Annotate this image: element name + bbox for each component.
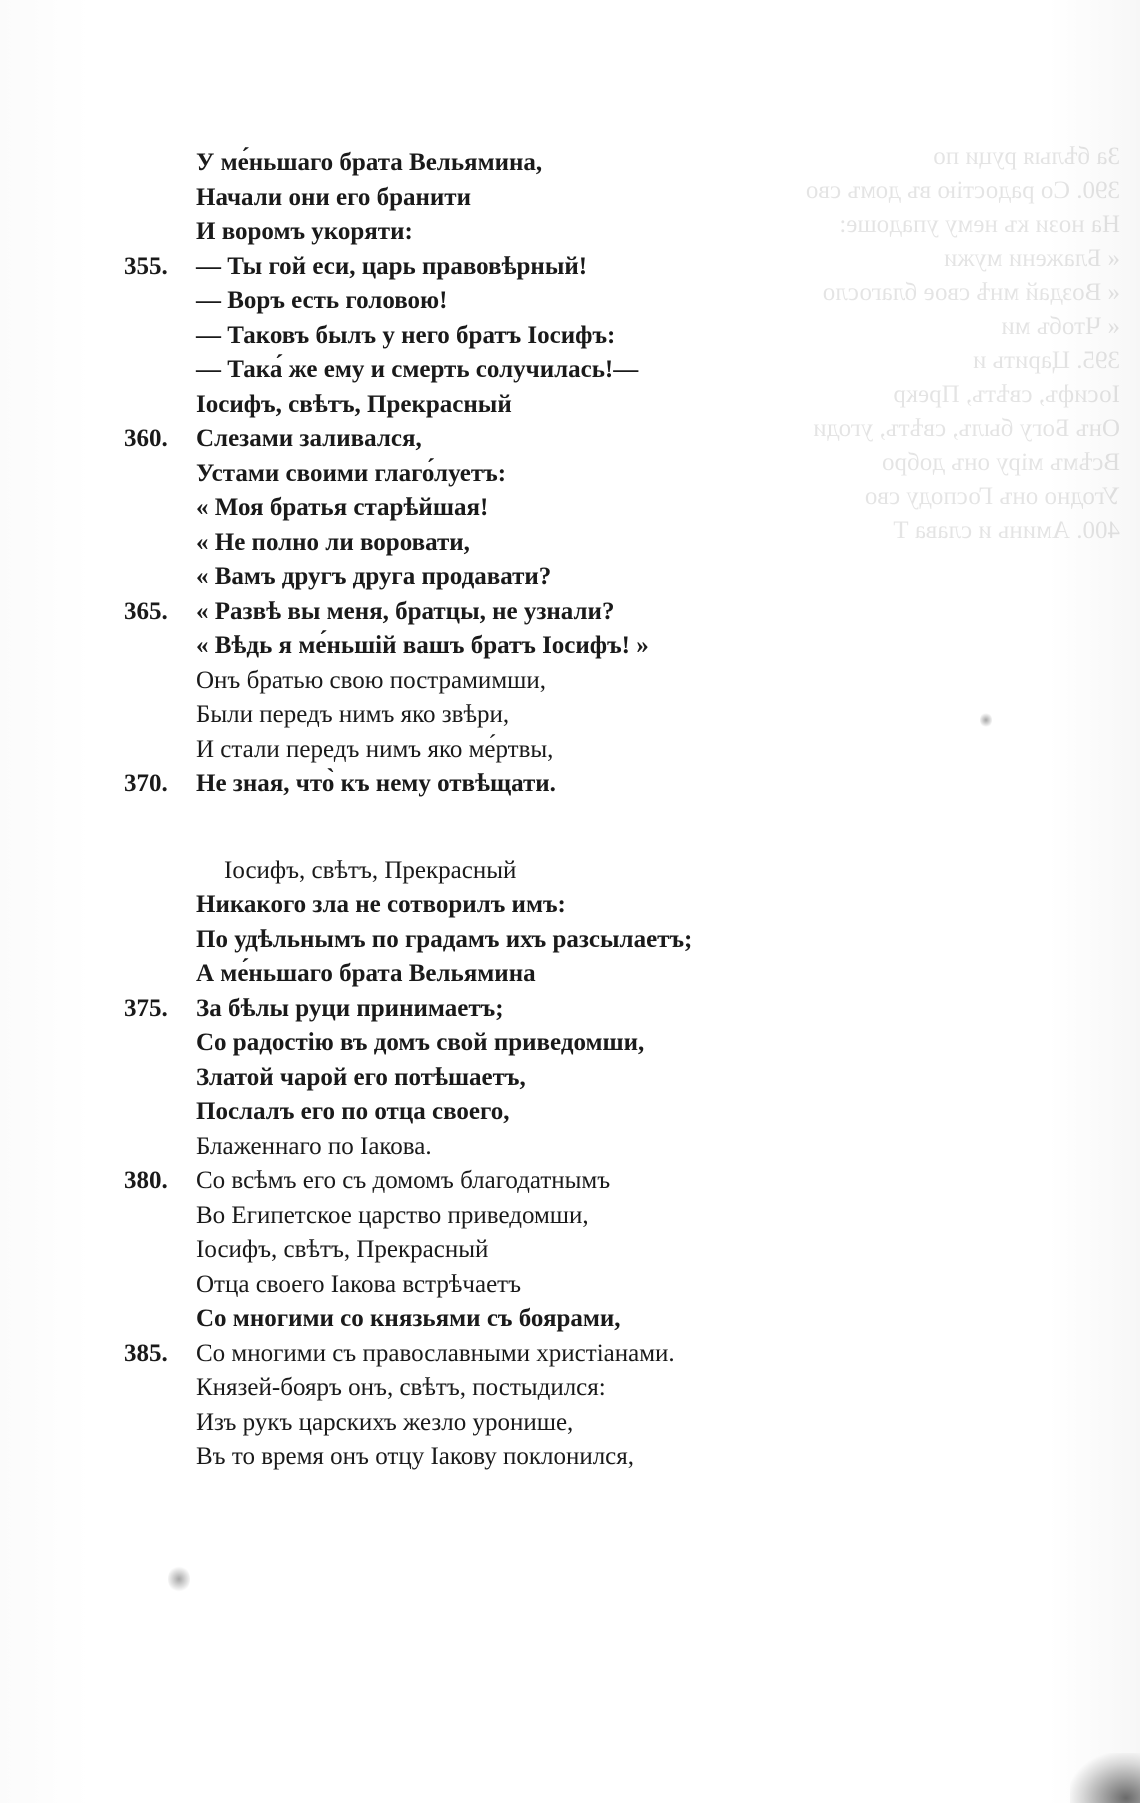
- verse-text: Со многими со князьями съ боярами,: [196, 1305, 621, 1332]
- ink-smudge: [980, 712, 992, 728]
- verse-text: Въ то время онъ отцу Іакову поклонился,: [196, 1443, 635, 1470]
- verse-line: [124, 664, 844, 699]
- verse-line: [124, 1095, 844, 1130]
- line-number: 385.: [124, 1339, 168, 1367]
- verse-text: Блаженнаго по Іакова.: [196, 1132, 432, 1160]
- page-corner-mark: [1070, 1753, 1140, 1803]
- verse-line: [124, 1199, 844, 1234]
- verse-line: [124, 1233, 844, 1268]
- verse-text: — Така́ же ему и смерть солучилась!—: [196, 356, 639, 383]
- verse-text: Не зная, что̀ къ нему отвѣщати.: [196, 770, 556, 797]
- verse-line: [124, 181, 844, 216]
- verse-text: Во Египетское царство приведомши,: [196, 1201, 589, 1229]
- verse-line: [124, 1440, 844, 1475]
- verse-line: [124, 957, 844, 992]
- verse-line: [124, 146, 844, 181]
- verse-text: « Вѣдь я ме́ньшій вашъ братъ Іосифъ! »: [196, 632, 649, 659]
- verse-text: За бѣлы руци принимаетъ;: [196, 994, 504, 1022]
- verse-text: Іосифъ, свѣтъ, Прекрасный: [224, 856, 517, 884]
- bleed-through-line: Всѣмъ міру онъ добро: [881, 449, 1120, 476]
- verse-line: [124, 733, 844, 768]
- verse-line: [124, 767, 844, 802]
- bleed-through-line: 400. Аминь и слава Т: [893, 517, 1120, 544]
- verse-text: Златой чарой его потѣшаетъ,: [196, 1063, 526, 1091]
- verse-text: « Вамъ другъ друга продавати?: [196, 563, 552, 590]
- verse-line: [124, 1061, 844, 1096]
- verse-line: [124, 353, 844, 388]
- line-number: 375.: [124, 994, 168, 1022]
- verse-line: [124, 923, 844, 958]
- verse-line: [124, 1406, 844, 1441]
- verse-text: Со многими съ православными христіанами.: [196, 1339, 675, 1367]
- verse-text: « Не полно ли воровати,: [196, 528, 470, 556]
- verse-text: — Воръ есть головою!: [196, 287, 448, 314]
- bleed-through-line: За бѣлыя руци по: [933, 143, 1120, 170]
- verse-text: Изъ рукъ царскихъ жезло уронише,: [196, 1408, 574, 1436]
- verse-text: Никакого зла не сотворилъ имъ:: [196, 891, 566, 918]
- verse-line: [124, 1164, 844, 1199]
- verse-line: [124, 992, 844, 1027]
- verse-text: Со всѣмъ его съ домомъ благодатнымъ: [196, 1167, 611, 1194]
- verse-text: И воромъ укоряти:: [196, 218, 413, 245]
- verse-line: [124, 888, 844, 923]
- verse-text: Со радостію въ домъ свой приведомши,: [196, 1029, 645, 1056]
- verse-text: — Ты гой еси, царь правовѣрный!: [196, 252, 588, 280]
- verse-text: По удѣльнымъ по градамъ ихъ разсылаетъ;: [196, 925, 693, 953]
- verse-line: [124, 215, 844, 250]
- verse-text: У ме́ньшаго брата Вельямина,: [196, 149, 543, 176]
- bleed-through-line: На нози къ нему упадоше:: [839, 211, 1120, 238]
- verse-line: [124, 526, 844, 561]
- verse-line: [124, 698, 844, 733]
- poem-text: [124, 146, 844, 1475]
- verse-text: А ме́ньшаго брата Вельямина: [196, 960, 536, 987]
- stanza-break: [124, 802, 844, 854]
- verse-text: Начали они его бранити: [196, 183, 471, 211]
- verse-line: [124, 560, 844, 595]
- verse-line: [124, 422, 844, 457]
- verse-text: « Развѣ вы меня, братцы, не узнали?: [196, 597, 615, 625]
- verse-text: — Таковъ былъ у него братъ Іосифъ:: [196, 321, 616, 349]
- line-number: 370.: [124, 770, 168, 797]
- verse-line: [124, 1337, 844, 1372]
- bleed-through-line: 390. Со радостію въ домъ сво: [805, 177, 1120, 204]
- verse-line: [124, 284, 844, 319]
- verse-text: Слезами заливался,: [196, 425, 422, 452]
- verse-line: [124, 319, 844, 354]
- bleed-through-line: Іосифъ, свѣтъ, Прекр: [893, 381, 1120, 408]
- verse-line: [124, 629, 844, 664]
- verse-line: [124, 1026, 844, 1061]
- verse-text: Устами своими глаго́луетъ:: [196, 459, 507, 487]
- line-number: 360.: [124, 425, 168, 452]
- verse-line: [124, 595, 844, 630]
- bleed-through-line: Онъ Богу былъ, свѣтъ, угоди: [813, 415, 1120, 442]
- ink-smudge: [168, 1565, 190, 1593]
- verse-text: Іосифъ, свѣтъ, Прекрасный: [196, 390, 512, 418]
- verse-text: Послалъ его по отца своего,: [196, 1098, 510, 1125]
- verse-text: Были передъ нимъ яко звѣри,: [196, 701, 510, 728]
- bleed-through-line: « Воздай мнѣ свое благосло: [822, 279, 1120, 306]
- bleed-through-line: « Чтобъ ми: [1001, 313, 1120, 340]
- line-number: 380.: [124, 1167, 168, 1194]
- verse-text: « Моя братья старѣйшая!: [196, 494, 489, 521]
- verse-text: Онъ братью свою пострамимши,: [196, 666, 547, 694]
- verse-text: Князей-бояръ онъ, свѣтъ, постыдился:: [196, 1374, 606, 1401]
- bleed-through-line: Угодно онъ Господу сво: [864, 483, 1120, 510]
- bleed-through-line: « Блажени мужи: [943, 245, 1120, 272]
- verse-line: [124, 854, 844, 889]
- verse-line: [124, 250, 844, 285]
- verse-text: Іосифъ, свѣтъ, Прекрасный: [196, 1236, 489, 1263]
- verse-line: [124, 1130, 844, 1165]
- verse-line: [124, 388, 844, 423]
- line-number: 355.: [124, 252, 168, 280]
- bleed-through-line: 395. Царить и: [973, 347, 1120, 374]
- verse-line: [124, 457, 844, 492]
- verse-line: [124, 1302, 844, 1337]
- verse-line: [124, 491, 844, 526]
- verse-text: И стали передъ нимъ яко ме́ртвы,: [196, 735, 554, 763]
- verse-line: [124, 1371, 844, 1406]
- line-number: 365.: [124, 597, 168, 625]
- verse-line: [124, 1268, 844, 1303]
- verse-text: Отца своего Іакова встрѣчаетъ: [196, 1270, 522, 1298]
